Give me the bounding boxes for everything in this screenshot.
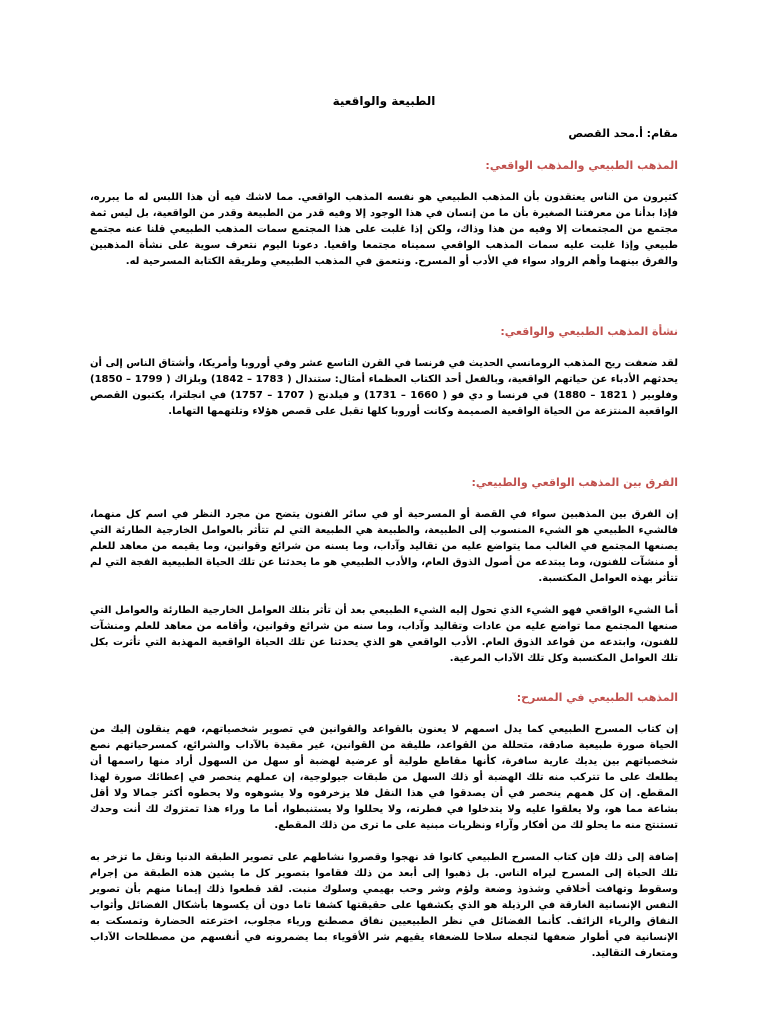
document-body [90, 92, 679, 959]
section-paragraph: إضافة إلى ذلك فإن كتاب المسرح الطبيعي كانوا قد نهجوا وقصروا نشاطهم على تصوير الطبقة الدنيا ونقل ما تزخر به تلك الحياة إلى المسرح ليراه الناس. بل ذهبوا إلى أبعد من ذلك فقاموا بتصوير كل ما يشين هذه الطبقة من إجرام وسقوط وتهافت أخلاقي وشذوذ وضعة ولؤم وشر وحب بهيمي وسلوك منبت. لقد قطعوا ذلك إيمانا منهم بأن تصوير النفس الإنسانية الغارقة في الرذيلة هو الذي يكشفها على حقيقتها كشفا تاما دون أن يكسوها بأشكال الفضائل وأثواب النفاق والرياء الزائف. كأنما الفضائل في نظر الطبيعيين نفاق مصطنع ورياء مجلوب، اخترعته الحضارة وتمسكت به الإنسانية في أطوار ضعفها لتجعله سلاحا للضعفاء يقيهم شر الأقوياء بما يضمرونه في أنفسهم من مصطلحات الآداب ومتعارف التقاليد. [90, 852, 678, 959]
section-paragraph: لقد ضعفت ريح المذهب الرومانسي الحديث في فرنسا في القرن التاسع عشر وفي أوروبا وأمريكا، وأشتاق الناس إلى أن يحدثهم الأدباء عن حياتهم الواقعية، وبالفعل أحد الكتاب العظماء أمثال: ستندال ( 1783 – 1842) وبلزاك ( 1799 – 1850) وفلوبير ( 1821 – 1880) في فرنسا و دي فو ( 1660 – 1731) و فيلدنج ( 1707 – 1757) في انجلترا، يكتبون القصص الواقعية المنتزعة من الحياة الواقعية الصميمة وكانت أوروبا كلها تقبل على قصص هؤلاء وتلتهمها التهاما. [90, 358, 679, 417]
section-paragraph: كثيرون من الناس يعتقدون بأن المذهب الطبيعي هو نفسه المذهب الواقعي. مما لاشك فيه أن هذا اللبس له ما يبرره، فإذا بدأنا من معرفتنا الصغيرة بأن ما من إنسان في هذا الوجود إلا وفيه قدر من الطبيعة وقدر من الواقعية، بل ليس ثمة مجتمع من المجتمعات إلا وفيه من هذا وذاك، ولكن إذا غلبت على هذا المجتمع سمات المذهب الطبيعي قلنا عنه مجتمع طبيعي وإذا غلبت عليه سمات المذهب الواقعي سميناه مجتمعا واقعيا. دعونا اليوم نتعرف سوية على نشأة المذهبين والفرق بينهما وأهم الرواد سواء في الأدب أو المسرح. ونتعمق في المذهب الطبيعي وطريقة الكتابة المسرحية له. [90, 192, 678, 267]
section-naturalism-realism [90, 158, 678, 270]
section-heading: الفرق بين المذهب الواقعي والطبيعي: [471, 476, 678, 489]
section-heading: نشأة المذهب الطبيعي والواقعي: [500, 325, 678, 338]
section-difference [90, 475, 678, 667]
document-title: الطبيعة والواقعية [332, 94, 436, 108]
section-heading: المذهب الطبيعي والمذهب الواقعي: [485, 159, 678, 172]
section-paragraph: أما الشيء الواقعي فهو الشيء الذي تحول إليه الشيء الطبيعي بعد أن تأثر بتلك العوامل الخارجية الطارئة والعوامل التي صنعها المجتمع مما تواضع عليه من عادات وتقاليد وآداب، وما سنه من شرائع وقوانين، وأقامه من معاهد للعلم ومنشآت للفنون، وابتدعه من قواعد الذوق العام. الأدب الواقعي هو الذي يحدثنا عن تلك الحياة الواقعية المهذبة التي تأثرت بكل تلك العوامل المكتسبة وكل تلك الآداب المرعية. [90, 605, 678, 664]
section-paragraph: إن الفرق بين المذهبين سواء في القصة أو المسرحية أو في سائر الفنون يتضح من مجرد النظر في اسم كل منهما، فالشيء الطبيعي هو الشيء المنسوب إلى الطبيعة، والطبيعة هي الطبيعة التي لم تتأثر بالعوامل الخارجية الطارئة التي يصنعها المجتمع في الغالب مما يتواضع عليه من تقاليد وآداب، وما يسنه من شرائع وقوانين، وما يقيمه من معاهد للعلم أو منشآت للفنون، وما يبتدعه من أصول الذوق العام، والأدب الطبيعي هو ما يحدثنا عن تلك الحياة الطبيعية الفجة التي لم تتأثر بهذه العوامل المكتسبة. [90, 509, 678, 584]
section-origin [90, 324, 678, 420]
section-heading: المذهب الطبيعي في المسرح: [516, 691, 678, 704]
author-line: مقام: أ.محد القصص [568, 127, 678, 140]
section-paragraph: إن كتاب المسرح الطبيعي كما يدل اسمهم لا يعنون بالقواعد والقوانين في تصوير شخصياتهم، فهم ينقلون إليك من الحياة صورة طبيعية صادقة، متحللة من القواعد، طليقة من القوانين، غير مقيدة بالآداب والشرائع، كمسرحياتهم نصع شخصياتهم بين يديك عارية سافرة، كأنها مقاطع طولية أو عرضية لهضبة أو سهل من السهول أراد منها راسمها أن يطلعك على ما تتركب منه تلك الهضبة أو ذلك السهل من طبقات جيولوجية، إن عملهم ينحصر في إعطائك صورة لهذا المقطع. إن كل همهم ينحصر في أن يصدقوا في هذا النقل فلا يزخرفوه ولا يشوهوه ولا يحطوه أكثر جمالا ولا أقل بشاعة مما هو، ولا يعلقوا عليه ولا يتدخلوا في فطرته، ولا يحللوا ولا يستنبطوا، أما ما وراء هذا تمتزوك لك أنت وحدك تستنتج منه ما يحلو لك من أفكار وآراء ونظريات مبنية على ما ترى من ذلك المقطع. [90, 724, 678, 831]
section-naturalism-theatre [90, 690, 678, 962]
